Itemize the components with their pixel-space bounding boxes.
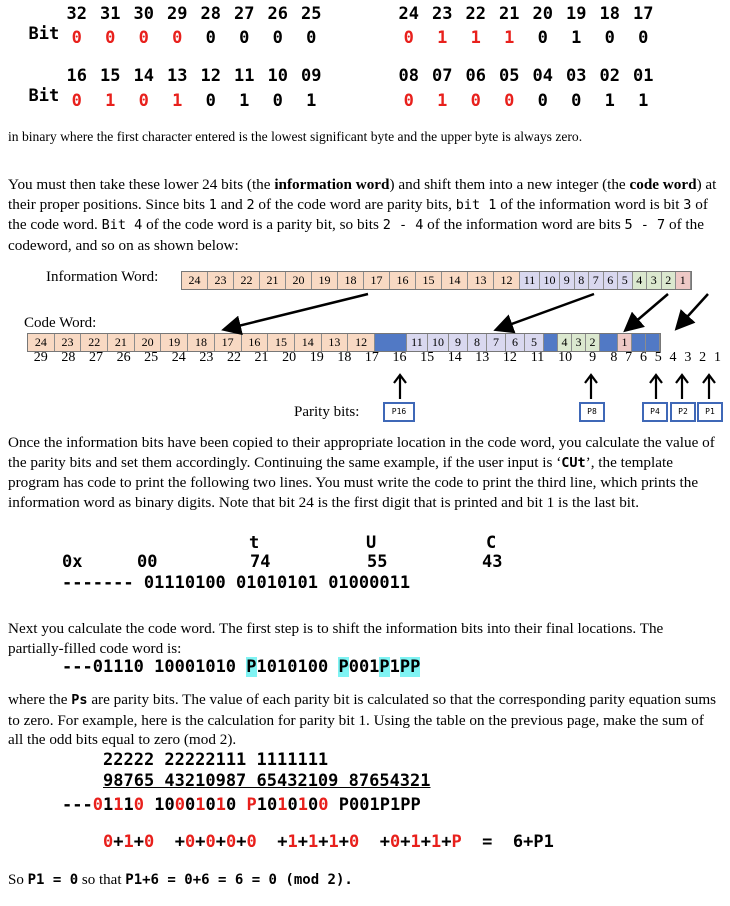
code-bit-number: 16 — [392, 350, 407, 365]
codeword-char: P — [410, 795, 421, 815]
code-bit-cell: 17 — [215, 334, 242, 351]
code-bit-cell: 12 — [348, 334, 375, 351]
intro-text: in binary where the first character entered is the lowest significant byte and the upper byte is always zero. — [8, 129, 583, 144]
code-bit-number: 7 — [625, 350, 633, 365]
info-bit-cell: 7 — [589, 272, 604, 289]
info-bit-cell: 21 — [260, 272, 286, 289]
bit-cell: 0 — [403, 28, 414, 48]
bit-cell: 0 — [172, 28, 183, 48]
sum-term: + — [236, 832, 247, 852]
bit-cell: 09 — [301, 66, 322, 86]
parity-p1: P — [410, 657, 421, 677]
sum-term: + — [318, 832, 329, 852]
bit-cell: 0 — [470, 91, 481, 111]
bit-cell: 1 — [638, 91, 649, 111]
codeword-char: 0 — [348, 795, 360, 815]
code-bit-number: 17 — [364, 350, 379, 365]
code-bit-cell: 9 — [449, 334, 468, 351]
bit-cell: 01 — [633, 66, 654, 86]
sum-term: 0 — [144, 832, 155, 852]
code-bit-number: 6 — [639, 350, 647, 365]
bit-cell: 08 — [398, 66, 419, 86]
codeword-char: 0 — [174, 795, 185, 815]
code-bit-cell: 23 — [55, 334, 82, 351]
codeword-char: 1 — [195, 795, 206, 815]
codeword-char: P — [338, 795, 349, 815]
sum-term: 1 — [410, 832, 421, 852]
bit-cell: 0 — [638, 28, 649, 48]
sum-term: 0 — [225, 832, 237, 852]
bit-cell: 04 — [532, 66, 553, 86]
bit-cell: 1 — [437, 91, 448, 111]
bit-cell: 1 — [504, 28, 515, 48]
parity-box-p4: P4 — [642, 402, 668, 422]
codeword-char: 1 — [215, 795, 226, 815]
parity-box-p8: P8 — [579, 402, 605, 422]
sum-term: P — [451, 832, 462, 852]
code-bit-number: 2 — [699, 350, 707, 365]
bit-cell: 0 — [205, 28, 216, 48]
char-t: t — [249, 533, 260, 553]
bit-cell: 0 — [604, 28, 615, 48]
sum-term: 0 — [103, 832, 114, 852]
code-bit-number: 14 — [447, 350, 462, 365]
bit-cell: 1 — [239, 91, 250, 111]
info-bit-cell: 14 — [442, 272, 468, 289]
next-paragraph: Next you calculate the code word. The first step is to shift the information bits into their final locations. The partially-filled code word is: — [8, 620, 664, 657]
bit-cell: 1 — [571, 28, 582, 48]
shift-paragraph: You must then take these lower 24 bits (the information word) and shift them into a new integer (the code word) at their proper positions. Since bits 1 and 2 of the code word are parity bits, bit 1 of the information word is bit 3 of the code word. Bit 4 of the code word is a parity bit, so bits 2 - 4 of the information word are bits 5 - 7 of the codeword, and so on as shown below: — [8, 176, 717, 254]
code-bit-number: 11 — [530, 350, 545, 365]
sum-term: = 6+P1 — [461, 832, 554, 852]
bit-cell: 07 — [432, 66, 453, 86]
bit-cell: 0 — [403, 91, 414, 111]
code-bit-number: 29 — [33, 350, 48, 365]
code-bit-cell: 3 — [572, 334, 586, 351]
codeword-char — [328, 795, 338, 815]
info-bit-cell: 10 — [540, 272, 560, 289]
sum-term: 0 — [205, 832, 216, 852]
sum-term: + — [215, 832, 226, 852]
sum-term: 0 — [389, 832, 401, 852]
code-bit-number: 3 — [684, 350, 692, 365]
bit-cell: 16 — [66, 66, 87, 86]
code-bit-number: 12 — [502, 350, 517, 365]
info-bit-cell: 6 — [604, 272, 619, 289]
info-bit-cell: 15 — [416, 272, 442, 289]
codeword-char: 1 — [256, 795, 267, 815]
codeword-char: 1 — [123, 795, 134, 815]
code-bit-number: 9 — [589, 350, 597, 365]
parity-bits-label: Parity bits: — [294, 404, 360, 420]
codeword-char: 0 — [359, 795, 370, 815]
arrow-up-p8 — [585, 375, 597, 399]
code-bit-number: 10 — [558, 350, 573, 365]
bit-table-row1-header — [8, 4, 59, 44]
bit-cell: 0 — [71, 91, 82, 111]
calc-line-tens: 22222 22222111 1111111 — [103, 750, 329, 770]
bit-cell: 26 — [267, 4, 288, 24]
codeword-char: P — [400, 795, 411, 815]
code-bit-cell: 6 — [506, 334, 525, 351]
bit-cell: 1 — [470, 28, 481, 48]
codeword-char: 1 — [102, 795, 114, 815]
bit-cell: 32 — [66, 4, 87, 24]
parity-box-p2: P2 — [670, 402, 696, 422]
code-bit-cell: 21 — [108, 334, 135, 351]
bit-cell: 1 — [604, 91, 615, 111]
copy-paragraph: Once the information bits have been copied to their appropriate location in the code word, you calculate the value of the parity bits and set them accordingly. Continuing the same example, if the user input is ‘CUt’, the template program has code to print the following two lines. You must write the code to print the third line, which prints the information word as binary digits. Note that bit 24 is the first digit that is printed and bit 1 is the last bit. — [8, 434, 715, 511]
bit-cell: 03 — [566, 66, 587, 86]
sum-term: + — [133, 832, 144, 852]
codeword-char — [236, 795, 246, 815]
code-bit-cell: 5 — [525, 334, 544, 351]
bit-cell: 15 — [100, 66, 121, 86]
code-bit-number: 22 — [226, 350, 241, 365]
bit-cell: 1 — [306, 91, 317, 111]
code-bit-cell: 1 — [618, 334, 632, 351]
code-bit-number: 21 — [254, 350, 269, 365]
code-bit-cell: 13 — [322, 334, 349, 351]
codeword-char: 1 — [369, 795, 380, 815]
hex-43: 43 — [482, 552, 503, 572]
info-bit-cell: 9 — [560, 272, 575, 289]
bit-cell: 10 — [267, 66, 288, 86]
hex-55: 55 — [367, 552, 388, 572]
code-bit-cell: 14 — [295, 334, 322, 351]
sum-term: + — [420, 832, 431, 852]
arrow-up-p16 — [394, 375, 406, 399]
info-bit-cell: 18 — [338, 272, 364, 289]
code-bit-number: 5 — [654, 350, 662, 365]
codeword-char: 0 — [133, 795, 144, 815]
bit-label: Bit — [28, 24, 60, 44]
code-word-label: Code Word: — [24, 315, 97, 331]
bit-cell: 14 — [133, 66, 154, 86]
sum-term: 0 — [246, 832, 257, 852]
bit-cell: 0 — [138, 91, 149, 111]
sum-term: 1 — [307, 832, 319, 852]
code-bit-number: 27 — [88, 350, 103, 365]
code-bit-number: 18 — [337, 350, 352, 365]
parity-p16: P — [246, 657, 257, 677]
info-bit-cell: 1 — [676, 272, 691, 289]
sum-term: + — [297, 832, 308, 852]
partial-code-word: ---01110 10001010 P1010100 P001P1PP — [62, 657, 421, 677]
bit-cell: 31 — [100, 4, 121, 24]
code-bit-cell: 22 — [81, 334, 108, 351]
bit-cell: 22 — [465, 4, 486, 24]
info-bit-cell: 3 — [647, 272, 662, 289]
bit-cell: 0 — [537, 28, 548, 48]
bit-row2-high-numbers — [60, 66, 328, 86]
bit-cell: 24 — [398, 4, 419, 24]
sum-term — [154, 832, 174, 852]
bit-row2-low-values — [392, 91, 660, 111]
bit-cell: 0 — [205, 91, 216, 111]
code-bit-number: 15 — [420, 350, 435, 365]
code-bit-number: 1 — [713, 350, 721, 365]
calc-line-units: 98765 43210987 65432109 87654321 — [103, 771, 431, 791]
bit-cell: 17 — [633, 4, 654, 24]
bit-table-row2-header — [8, 66, 59, 106]
code-bit-number: 13 — [475, 350, 490, 365]
sum-term: + — [441, 832, 452, 852]
sum-term: + — [277, 832, 288, 852]
info-bit-cell: 23 — [208, 272, 234, 289]
parity-box-p1: P1 — [697, 402, 723, 422]
bit-cell: 20 — [532, 4, 553, 24]
sum-term: 1 — [123, 832, 134, 852]
codeword-char: 1 — [154, 795, 165, 815]
info-bit-cell: 11 — [520, 272, 540, 289]
bit-cell: 0 — [105, 28, 116, 48]
bit-cell: 29 — [167, 4, 188, 24]
sum-term: 0 — [348, 832, 360, 852]
bit-cell: 23 — [432, 4, 453, 24]
sum-term: 0 — [184, 832, 196, 852]
codeword-char: 0 — [318, 795, 329, 815]
info-bit-cell: 22 — [234, 272, 260, 289]
bit-cell: 0 — [138, 28, 149, 48]
code-bit-number: 19 — [309, 350, 324, 365]
sum-term — [257, 832, 277, 852]
bit-cell: 0 — [537, 91, 548, 111]
info-bit-cell: 5 — [618, 272, 633, 289]
code-bit-cell: 11 — [407, 334, 428, 351]
bit-row1-high-values — [60, 28, 328, 48]
arrow-up-p1 — [703, 375, 715, 399]
info-bit-cell: 24 — [182, 272, 208, 289]
code-bit-cell: 2 — [586, 334, 600, 351]
sum-term: + — [338, 832, 349, 852]
arrow-up-p4 — [650, 375, 662, 399]
bit-cell: 30 — [133, 4, 154, 24]
bit-cell: 0 — [571, 91, 582, 111]
bit-cell: 0 — [306, 28, 317, 48]
codeword-char: 1 — [277, 795, 288, 815]
info-bit-cell: 2 — [662, 272, 677, 289]
code-bit-cell: 24 — [28, 334, 55, 351]
code-bit-number: 4 — [669, 350, 677, 365]
codeword-char: 0 — [164, 795, 175, 815]
codeword-char: 0 — [225, 795, 237, 815]
arrow-bit-1 — [678, 294, 708, 327]
calc-line-codeword: ---01110 10001010 P1010100 P001P1PP — [62, 795, 421, 815]
sum-term: 1 — [328, 832, 339, 852]
code-bit-cell: 19 — [161, 334, 188, 351]
final-statement: So P1 = 0 so that P1+6 = 0+6 = 6 = 0 (mod 2). — [8, 872, 353, 888]
bit-label: Bit — [28, 86, 60, 106]
bit-row1-low-numbers — [392, 4, 660, 24]
bit-cell: 1 — [437, 28, 448, 48]
code-bit-number: 28 — [61, 350, 76, 365]
bit-row1-high-numbers — [60, 4, 328, 24]
bit-cell: 27 — [234, 4, 255, 24]
bit-cell: 18 — [599, 4, 620, 24]
bit-cell: 1 — [105, 91, 116, 111]
hex-prefix: 0x — [62, 552, 83, 572]
codeword-char: 0 — [307, 795, 319, 815]
codeword-char: 1 — [113, 795, 124, 815]
sum-term — [359, 832, 379, 852]
hex-74: 74 — [250, 552, 271, 572]
char-C: C — [486, 533, 497, 553]
codeword-char: 1 — [389, 795, 401, 815]
codeword-char: 0 — [287, 795, 298, 815]
bit-cell: 28 — [200, 4, 221, 24]
codeword-char: 0 — [92, 795, 103, 815]
parity-box-p16: P16 — [383, 402, 415, 422]
mapping-arrows — [0, 290, 730, 425]
sum-term: + — [113, 832, 124, 852]
bit-cell: 0 — [504, 91, 515, 111]
codeword-char: P — [246, 795, 257, 815]
bit-cell: 06 — [465, 66, 486, 86]
info-word-label: Information Word: — [46, 269, 159, 285]
parity-p4: P — [379, 657, 390, 677]
bit-cell: 0 — [71, 28, 82, 48]
hex-00: 00 — [137, 552, 158, 572]
sum-term: 1 — [287, 832, 298, 852]
arrow-bits-24-12 — [226, 294, 368, 329]
sum-term: + — [195, 832, 206, 852]
bit-cell: 13 — [167, 66, 188, 86]
code-bit-cell: 7 — [487, 334, 506, 351]
sum-term: 1 — [430, 832, 442, 852]
code-bit-cell: 18 — [188, 334, 215, 351]
arrow-bits-11-5 — [498, 294, 594, 329]
info-bit-cell: 12 — [494, 272, 520, 289]
sum-term: + — [400, 832, 411, 852]
bit-row2-low-numbers — [392, 66, 660, 86]
bit-cell: 0 — [239, 28, 250, 48]
code-bit-cell: 15 — [268, 334, 295, 351]
code-bit-cell: 8 — [468, 334, 487, 351]
info-bit-cell: 8 — [575, 272, 590, 289]
bit-row1-low-values — [392, 28, 660, 48]
char-U: U — [366, 533, 377, 553]
code-bit-number: 25 — [144, 350, 159, 365]
parity-p2: P — [399, 657, 411, 677]
calc-sum — [103, 832, 554, 852]
info-bit-cell: 4 — [633, 272, 648, 289]
codeword-char: 0 — [184, 795, 196, 815]
arrow-up-p2 — [676, 375, 688, 399]
code-bit-cell: 20 — [135, 334, 162, 351]
bit-cell: 11 — [234, 66, 255, 86]
bit-row2-high-values — [60, 91, 328, 111]
bit-cell: 25 — [301, 4, 322, 24]
bit-cell: 02 — [599, 66, 620, 86]
parity-explanation: where the Ps are parity bits. The value of each parity bit is calculated so that the corresponding parity equation sums to zero. For example, here is the calculation for parity bit 1. Using the table on the previous page, make the sum of all the odd bits equal to zero (mod 2). — [8, 691, 717, 748]
bit-cell: 0 — [272, 91, 283, 111]
code-bit-number: 26 — [116, 350, 131, 365]
info-bit-cell: 20 — [286, 272, 312, 289]
sum-term: + — [379, 832, 390, 852]
codeword-char — [144, 795, 154, 815]
info-bit-cell: 16 — [390, 272, 416, 289]
code-bit-number: 24 — [171, 350, 186, 365]
codeword-char: 0 — [266, 795, 278, 815]
info-word-cells — [181, 271, 692, 290]
code-bit-cell: 16 — [242, 334, 269, 351]
code-bit-number: 20 — [282, 350, 297, 365]
arrow-bits-4-2 — [627, 294, 668, 329]
codeword-char: 0 — [205, 795, 216, 815]
bit-cell: 21 — [499, 4, 520, 24]
bit-cell: 19 — [566, 4, 587, 24]
bit-cell: 1 — [172, 91, 183, 111]
codeword-char: P — [379, 795, 390, 815]
parity-p8: P — [338, 657, 349, 677]
info-bit-cell: 17 — [364, 272, 390, 289]
codeword-char: 1 — [297, 795, 308, 815]
info-bit-cell: 13 — [468, 272, 494, 289]
code-bit-cell: 4 — [558, 334, 572, 351]
info-bit-cell: 19 — [312, 272, 338, 289]
code-bit-number: 8 — [610, 350, 618, 365]
sum-term: + — [174, 832, 185, 852]
code-bit-number: 23 — [199, 350, 214, 365]
binary-line: ------- 01110100 01010101 01000011 — [62, 573, 411, 593]
bit-cell: 05 — [499, 66, 520, 86]
bit-cell: 12 — [200, 66, 221, 86]
code-bit-cell: 10 — [428, 334, 449, 351]
bit-cell: 0 — [272, 28, 283, 48]
